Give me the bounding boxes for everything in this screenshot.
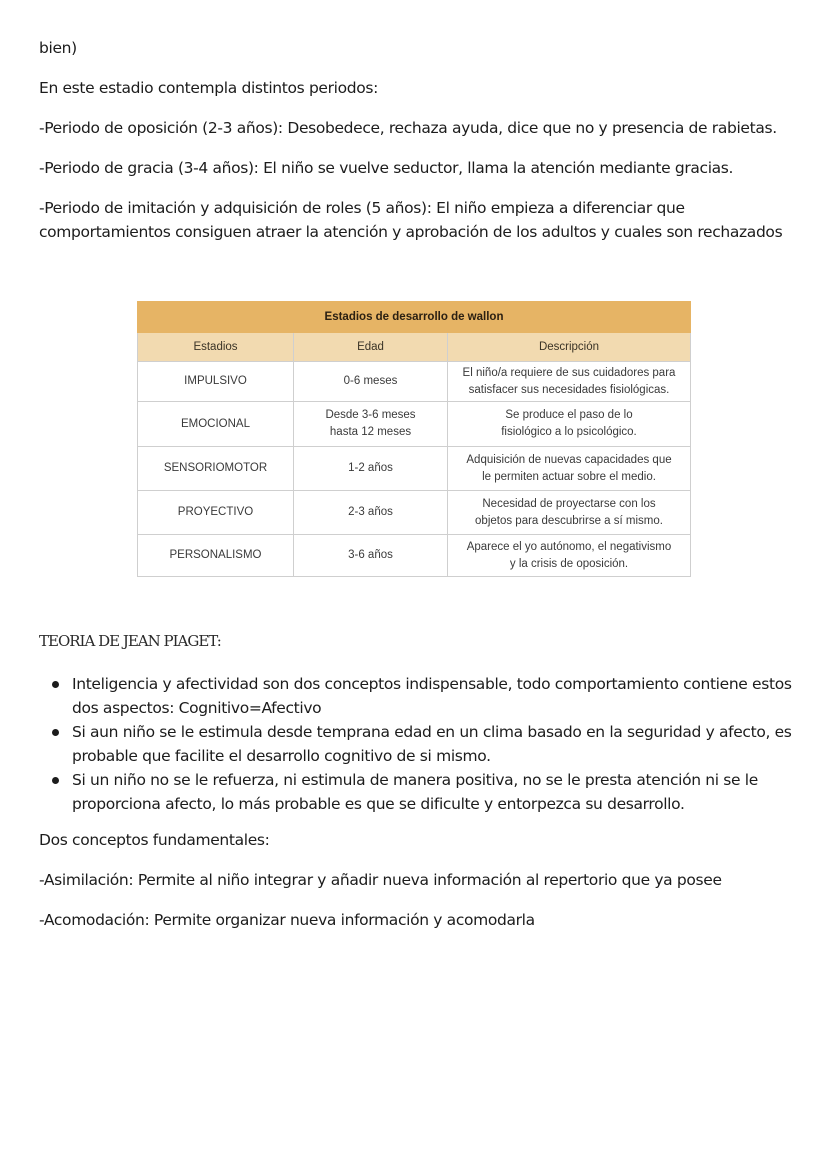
paragraph-concepts: Dos conceptos fundamentales:: [39, 831, 270, 849]
paragraph-intro: En este estadio contempla distintos periodos:: [39, 79, 378, 97]
stage-cell: PERSONALISMO: [138, 535, 294, 577]
age-cell: Desde 3-6 meses hasta 12 meses: [294, 402, 448, 447]
paragraph-acomodacion: -Acomodación: Permite organizar nueva información y acomodarla: [39, 911, 535, 929]
paragraph-gracia: -Periodo de gracia (3-4 años): El niño se vuelve seductor, llama la atención mediante gracias.: [39, 159, 734, 177]
stage-cell: IMPULSIVO: [138, 362, 294, 402]
wallon-stages-table: [137, 301, 691, 577]
list-item: Si aun niño se le estimula desde temprana edad en un clima basado en la seguridad y afecto, es probable que facilite el desarrollo cognitivo de si mismo.: [39, 720, 799, 768]
age-cell: 3-6 años: [294, 535, 448, 577]
column-header-description: Descripción: [448, 333, 691, 362]
table-row: [138, 491, 691, 535]
bullet-icon: [52, 729, 59, 736]
stage-cell: EMOCIONAL: [138, 402, 294, 447]
paragraph-imitacion: -Periodo de imitación y adquisición de roles (5 años): El niño empieza a diferenciar que comportamientos consiguen atraer la atención y aprobación de los adultos y cuales son rechazados: [39, 199, 783, 241]
table-row: [138, 402, 691, 447]
column-header-age: Edad: [294, 333, 448, 362]
bullet-icon: [52, 681, 59, 688]
age-cell: 1-2 años: [294, 447, 448, 491]
bullet-icon: [52, 777, 59, 784]
paragraph-continuation: bien): [39, 39, 77, 57]
paragraph-oposicion: -Periodo de oposición (2-3 años): Desobedece, rechaza ayuda, dice que no y presencia de rabietas.: [39, 119, 777, 137]
age-cell: 0-6 meses: [294, 362, 448, 402]
description-cell: Se produce el paso de lo fisiológico a lo psicológico.: [448, 402, 691, 447]
table-row: [138, 362, 691, 402]
piaget-bullet-list: [39, 672, 799, 816]
table-title: Estadios de desarrollo de wallon: [138, 302, 691, 333]
table-row: [138, 447, 691, 491]
list-item: Si un niño no se le refuerza, ni estimula de manera positiva, no se le presta atención ni se le proporciona afecto, lo más probable es que se dificulte y entorpezca su desarrollo.: [39, 768, 799, 816]
section-heading-piaget: TEORIA DE JEAN PIAGET:: [39, 632, 221, 650]
column-header-stage: Estadios: [138, 333, 294, 362]
description-cell: Necesidad de proyectarse con los objetos para descubrirse a sí mismo.: [448, 491, 691, 535]
description-cell: Aparece el yo autónomo, el negativismo y la crisis de oposición.: [448, 535, 691, 577]
description-cell: El niño/a requiere de sus cuidadores para satisfacer sus necesidades fisiológicas.: [448, 362, 691, 402]
list-item: Inteligencia y afectividad son dos conceptos indispensable, todo comportamiento contiene estos dos aspectos: Cognitivo=Afectivo: [39, 672, 799, 720]
stage-cell: SENSORIOMOTOR: [138, 447, 294, 491]
paragraph-asimilacion: -Asimilación: Permite al niño integrar y añadir nueva información al repertorio que ya posee: [39, 871, 722, 889]
stage-cell: PROYECTIVO: [138, 491, 294, 535]
age-cell: 2-3 años: [294, 491, 448, 535]
table-row: [138, 535, 691, 577]
description-cell: Adquisición de nuevas capacidades que le permiten actuar sobre el medio.: [448, 447, 691, 491]
